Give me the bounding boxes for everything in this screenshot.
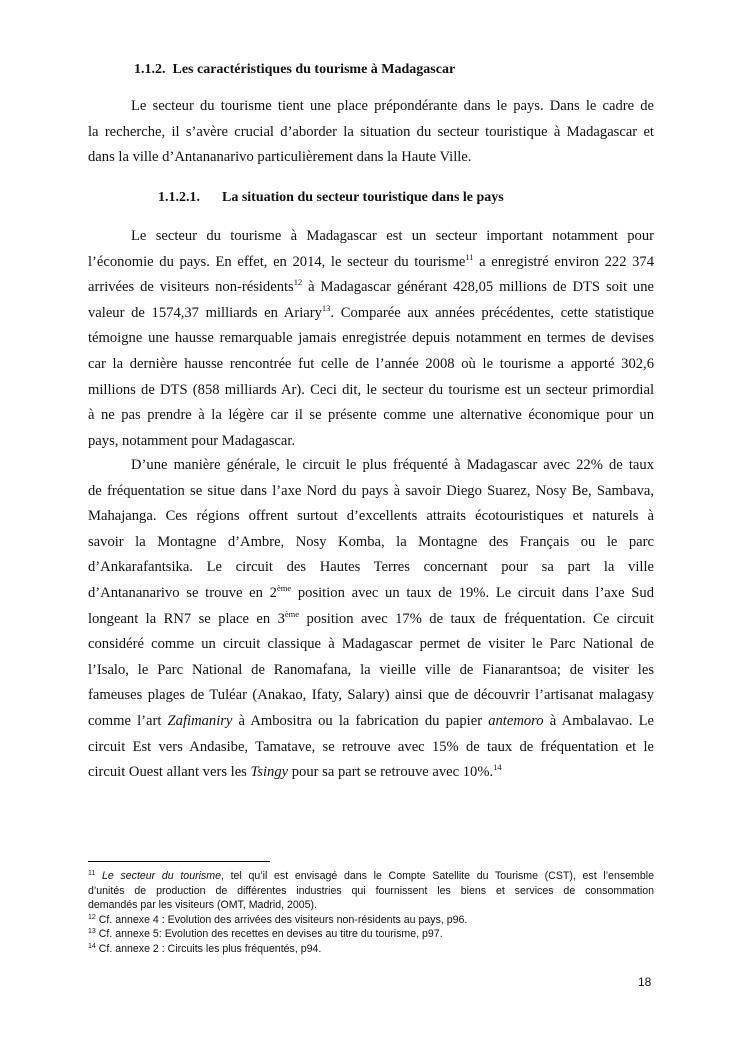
text-line: longeant la RN7 se place en 3ème position avec 17% de taux de fréquentation. Ce circuit bbox=[88, 608, 654, 627]
ordinal-suffix: ème bbox=[276, 582, 292, 593]
text-line: Le secteur du tourisme tient une place prépondérante dans le pays. Dans le cadre de bbox=[131, 98, 654, 114]
subsection-number: 1.1.2.1. bbox=[158, 190, 200, 205]
footnote-ref[interactable]: 14 bbox=[493, 762, 502, 773]
text-line: millions de DTS (858 milliards Ar). Ceci dit, le secteur du tourisme est un secteur primordial bbox=[88, 381, 654, 398]
footnote-11-cont: d’unités de production de différentes industries qui fournissent les biens et services de consommation bbox=[88, 884, 654, 897]
footnotes bbox=[88, 869, 654, 956]
section-number: 1.1.2. bbox=[134, 62, 166, 77]
text-line: de fréquentation se situe dans l’axe Nord du pays à savoir Diego Suarez, Nosy Be, Sambava, bbox=[88, 482, 654, 499]
footnote-ref[interactable]: 12 bbox=[293, 277, 303, 288]
paragraph-circuits bbox=[88, 453, 654, 786]
text-line: Le secteur du tourisme à Madagascar est un secteur important notamment pour bbox=[131, 228, 654, 244]
page-number: 18 bbox=[638, 975, 652, 989]
paragraph-tourism-stats bbox=[88, 224, 654, 454]
text-line: d’Ankarafantsika. Le circuit des Hautes Terres concernant pour sa part la ville bbox=[88, 559, 654, 576]
paragraph-intro bbox=[88, 94, 654, 171]
ordinal-suffix: ème bbox=[284, 608, 300, 619]
footnote-11: $^{11}$ Le secteur du tourisme, tel qu’il est envisagé dans le Compte Satellite du Tourisme (CST), est l’ensemble bbox=[88, 870, 654, 882]
text-line: car la dernière hausse rencontrée fut celle de l’année 2008 où le tourisme a apporté 302,6 bbox=[88, 355, 654, 372]
footnote-11-cont: demandés par les visiteurs (OMT, Madrid, 2005). bbox=[88, 899, 318, 911]
text-line: l’Isalo, le Parc National de Ranomafana, la vieille ville de Fianarantsoa; de visiter les bbox=[88, 661, 654, 678]
text-line: pays, notamment pour Madagascar. bbox=[88, 432, 296, 449]
footnote-separator bbox=[88, 861, 270, 862]
text-line: valeur de 1574,37 milliards en Ariary$^{13}$. Comparée aux années précédentes, cette statistique bbox=[88, 302, 654, 321]
section-title: Les caractéristiques du tourisme à Madagascar bbox=[172, 62, 456, 77]
footnote-ref[interactable]: 13 bbox=[321, 302, 331, 313]
text-line: d’Antananarivo se trouve en 2ème position avec un taux de 19%. Le circuit dans l’axe Sud bbox=[88, 582, 654, 601]
text-line: considéré comme un circuit classique à Madagascar permet de visiter le Parc National de bbox=[88, 636, 654, 653]
footnote-ref[interactable]: 11 bbox=[465, 251, 474, 262]
text-line: arrivées de visiteurs non-résidents$^{12}$ à Madagascar générant 428,05 millions de DTS soit une bbox=[88, 277, 654, 296]
section-heading bbox=[134, 62, 455, 78]
text-line: la recherche, il s’avère crucial d’aborder la situation du secteur touristique à Madagascar et bbox=[88, 123, 654, 140]
text-line: dans la ville d’Antananarivo particulièrement dans la Haute Ville. bbox=[88, 149, 472, 166]
text-line: circuit Ouest allant vers les Tsingy pour sa part se retrouve avec 10%.$^{14}$ bbox=[88, 762, 502, 781]
text-line: Mahajanga. Ces régions offrent surtout d’excellents attraits écotouristiques et naturels à bbox=[88, 508, 654, 525]
subsection-heading bbox=[158, 190, 504, 206]
text-line: l’économie du pays. En effet, en 2014, le secteur du tourisme$^{11}$ a enregistré environ 222 374 bbox=[88, 251, 654, 270]
footnote-12: $^{12}$ Cf. annexe 4 : Evolution des arrivées des visiteurs non-résidents au pays, p96. bbox=[88, 913, 468, 926]
text-line: fameuses plages de Tuléar (Anakao, Ifaty, Salary) ainsi que de découvrir l’artisanat malagasy bbox=[88, 687, 654, 704]
text-line: savoir la Montagne d’Ambre, Nosy Komba, la Montagne des Français ou le parc bbox=[88, 533, 654, 550]
subsection-title: La situation du secteur touristique dans le pays bbox=[222, 190, 504, 205]
text-line: circuit Est vers Andasibe, Tamatave, se retrouve avec 15% de taux de fréquentation et le bbox=[88, 738, 654, 755]
text-line: à ne pas prendre à la légère car il se présente comme une alternative économique pour un bbox=[88, 407, 654, 424]
text-line: comme l’art Zafimaniry à Ambositra ou la fabrication du papier antemoro à Ambalavao. Le bbox=[88, 712, 655, 729]
footnote-13: $^{13}$ Cf. annexe 5: Evolution des recettes en devises au titre du tourisme, p97. bbox=[88, 928, 443, 940]
text-line: D’une manière générale, le circuit le plus fréquenté à Madagascar avec 22% de taux bbox=[131, 457, 654, 473]
footnote-14: $^{14}$ Cf. annexe 2 : Circuits les plus fréquentés, p94. bbox=[88, 942, 322, 955]
text-line: témoigne une hausse remarquable jamais enregistrée depuis notamment en termes de devises bbox=[88, 330, 654, 347]
